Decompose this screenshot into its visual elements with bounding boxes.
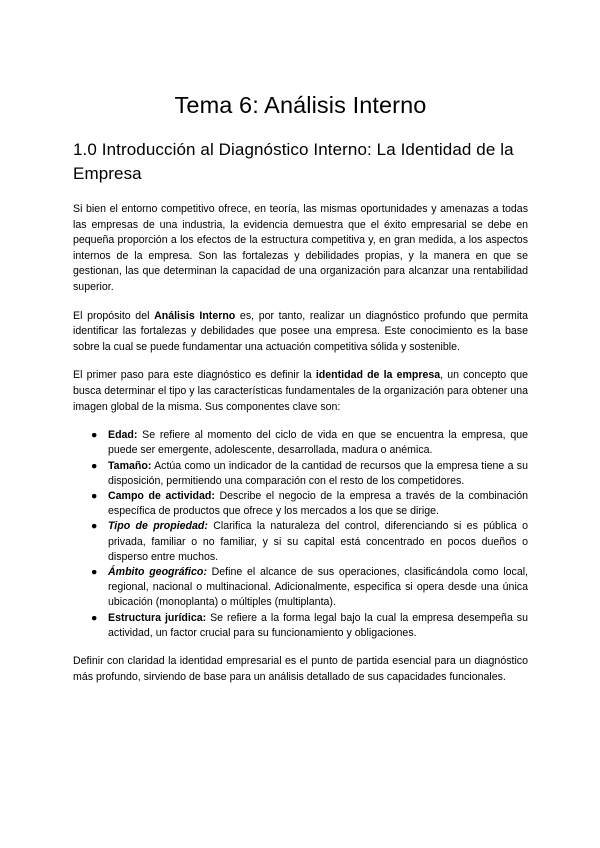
list-item-term: Ámbito geográfico: <box>108 565 207 578</box>
list-item-term: Tipo de propiedad: <box>108 520 208 533</box>
section-heading: 1.0 Introducción al Diagnóstico Interno: La Identidad de la Empresa <box>73 140 514 183</box>
bullet-icon: ● <box>91 489 98 502</box>
list-item-term: Estructura jurídica: <box>108 611 207 624</box>
list-item-term: Tamaño: <box>108 459 152 472</box>
list-item <box>73 519 528 565</box>
document-page <box>73 90 528 698</box>
identity-paragraph <box>73 368 528 415</box>
purpose-bold-term: Análisis Interno <box>154 309 236 322</box>
list-item <box>73 611 528 641</box>
list-item <box>73 565 528 611</box>
purpose-text-post: es, por tanto, realizar un diagnóstico profundo que permita identificar las fortalezas y debilidades que posee una empresa. Este conocimiento es la base sobre la cual se puede fundamentar una actuación competitiva sólida y sostenible. <box>73 309 529 353</box>
list-item-term: Edad: <box>108 429 138 442</box>
purpose-text-pre: El propósito del <box>73 309 155 322</box>
bullet-icon: ● <box>91 429 98 442</box>
list-item-text: Describe el negocio de la empresa a través de la combinación específica de productos que ofrece y los mercados a los que se dirige. <box>108 489 529 518</box>
identity-text-pre: El primer paso para este diagnóstico es definir la <box>73 369 316 382</box>
conclusion-paragraph: Definir con claridad la identidad empresarial es el punto de partida esencial para un diagnóstico más profundo, sirviendo de base para un análisis detallado de sus capacidades funcionales. <box>73 654 528 683</box>
bullet-icon: ● <box>91 520 98 533</box>
bullet-icon: ● <box>91 565 98 578</box>
purpose-paragraph <box>73 309 528 356</box>
list-item-text: Se refiere al momento del ciclo de vida en que se encuentra la empresa, que puede ser emergente, adolescente, desarrollada, madura o anémica. <box>108 429 528 457</box>
list-item-text: Clarifica la naturaleza del control, diferenciando si es pública o privada, familiar o no familiar, y si su capital está concentrado en pocos dueños o disperso entre muchos. <box>108 520 528 563</box>
intro-paragraph: Si bien el entorno competitivo ofrece, en teoría, las mismas oportunidades y amenazas a todas las empresas de una industria, la evidencia demuestra que el éxito empresarial se debe en pequeña proporción a los efectos de la estructura competitiva y, en gran medida, a los aspectos internos de la empresa. Son las fortalezas y debilidades propias, y la manera en que se gestionan, las que determinan la capacidad de una organización para alcanzar una rentabilidad superior. <box>73 203 528 293</box>
identity-text-post: , un concepto que busca determinar el tipo y las características fundamentales de la organización para obtener una imagen global de la misma. Sus componentes clave son: <box>73 369 528 413</box>
bullet-icon: ● <box>91 611 98 624</box>
list-item-text: Se refiere a la forma legal bajo la cual la empresa desempeña su actividad, un factor crucial para su funcionamiento y obligaciones. <box>108 611 528 639</box>
bullet-icon: ● <box>91 459 98 472</box>
identity-bold-term: identidad de la empresa <box>315 369 441 382</box>
list-item <box>73 428 528 458</box>
page-title: Tema 6: Análisis Interno <box>174 92 427 118</box>
list-item-text: Actúa como un indicador de la cantidad de recursos que la empresa tiene a su disposición, permitiendo una comparación con el resto de los competidores. <box>108 459 528 487</box>
list-item <box>73 489 528 519</box>
list-item <box>73 459 528 489</box>
components-list <box>73 428 528 641</box>
list-item-text: Define el alcance de sus operaciones, clasificándola como local, regional, nacional o multinacional. Adicionalmente, especifica si opera desde una única ubicación (monoplanta) o múltiples (multiplanta). <box>108 565 529 609</box>
list-item-term: Campo de actividad: <box>108 489 215 502</box>
